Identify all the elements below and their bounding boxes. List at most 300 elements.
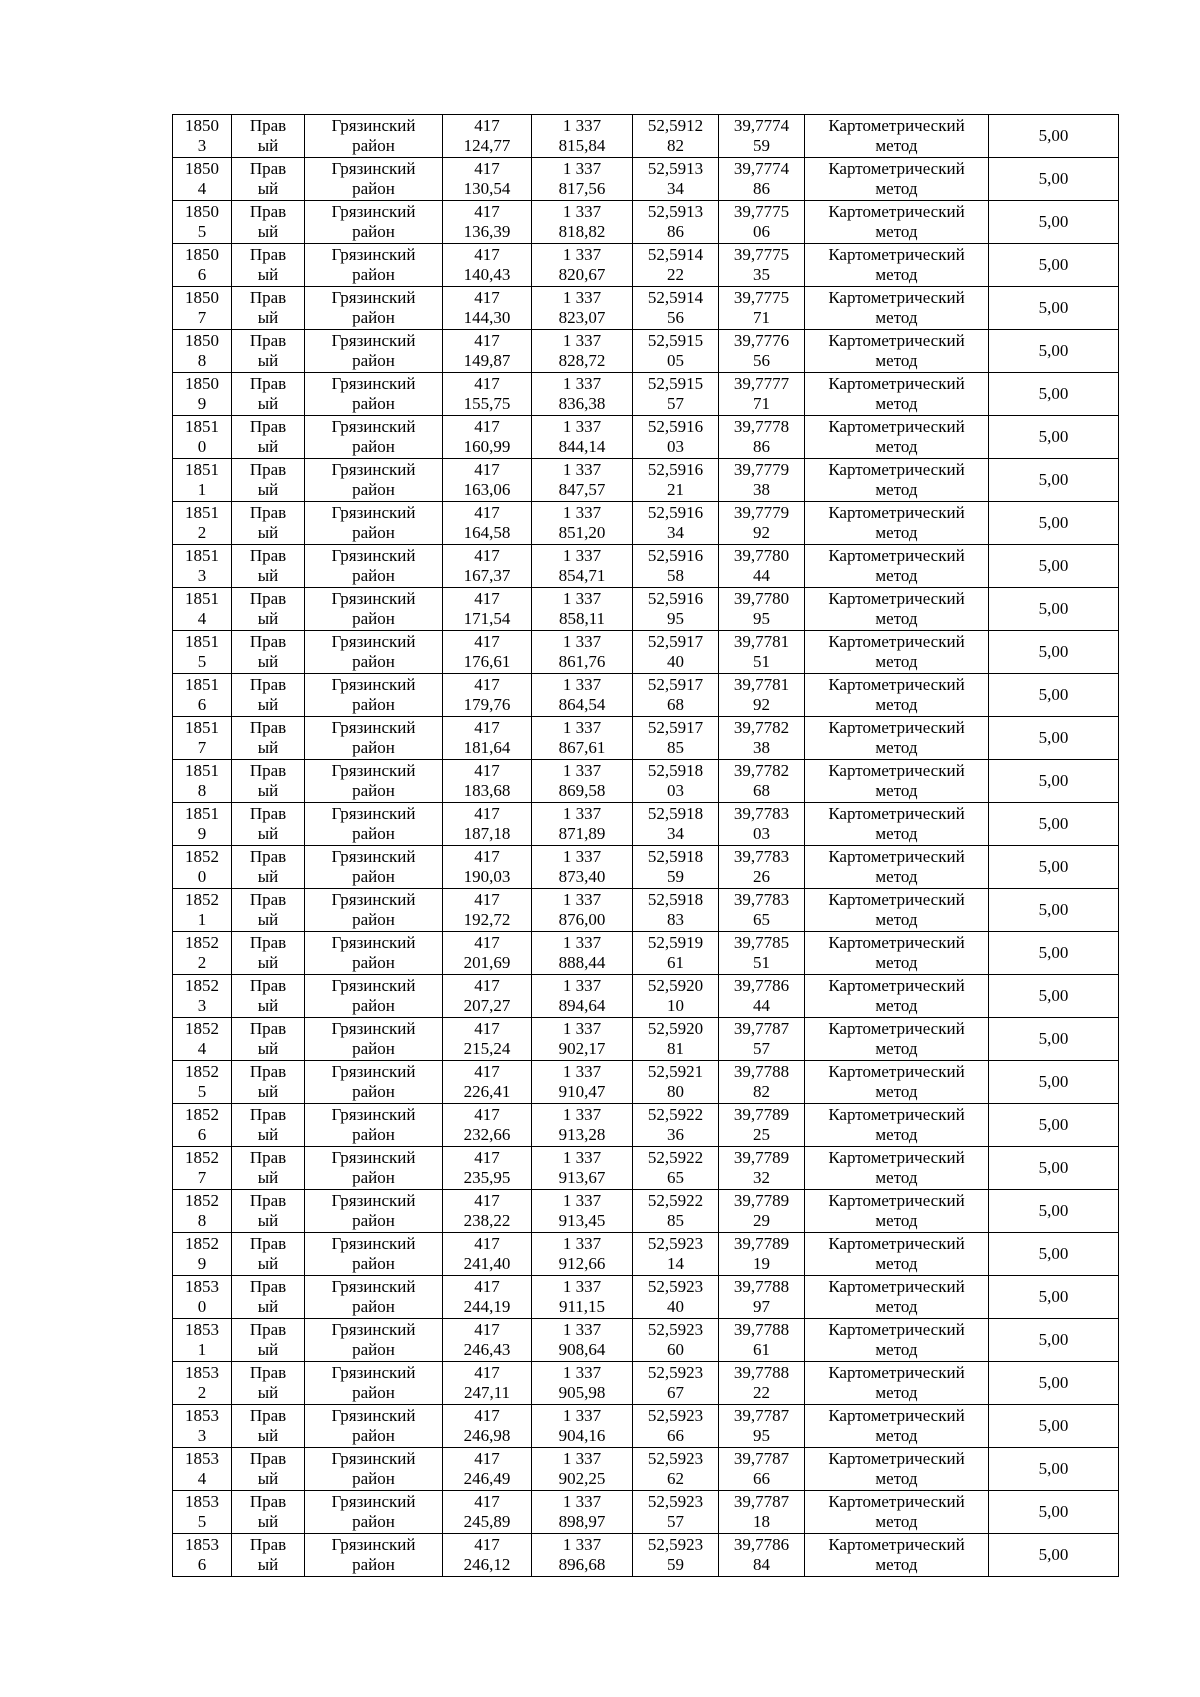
point-number-cell: 1851 5 bbox=[173, 631, 232, 674]
district-cell: Грязинский район bbox=[305, 1147, 443, 1190]
y-coordinate-cell: 1 337 911,15 bbox=[532, 1276, 633, 1319]
latitude-cell: 52,5923 62 bbox=[633, 1448, 719, 1491]
point-number-cell: 1850 5 bbox=[173, 201, 232, 244]
table-row bbox=[173, 416, 1119, 459]
table-row bbox=[173, 1190, 1119, 1233]
y-coordinate-cell: 1 337 851,20 bbox=[532, 502, 633, 545]
method-cell: Картометрический метод bbox=[805, 502, 989, 545]
longitude-cell: 39,7775 35 bbox=[719, 244, 805, 287]
accuracy-cell: 5,00 bbox=[989, 1276, 1119, 1319]
bank-cell: Прав ый bbox=[232, 760, 305, 803]
method-cell: Картометрический метод bbox=[805, 287, 989, 330]
table-row bbox=[173, 115, 1119, 158]
method-cell: Картометрический метод bbox=[805, 803, 989, 846]
point-number-cell: 1851 3 bbox=[173, 545, 232, 588]
latitude-cell: 52,5919 61 bbox=[633, 932, 719, 975]
latitude-cell: 52,5917 85 bbox=[633, 717, 719, 760]
method-cell: Картометрический метод bbox=[805, 244, 989, 287]
y-coordinate-cell: 1 337 913,67 bbox=[532, 1147, 633, 1190]
longitude-cell: 39,7780 95 bbox=[719, 588, 805, 631]
x-coordinate-cell: 417 163,06 bbox=[443, 459, 532, 502]
district-cell: Грязинский район bbox=[305, 1104, 443, 1147]
bank-cell: Прав ый bbox=[232, 158, 305, 201]
y-coordinate-cell: 1 337 815,84 bbox=[532, 115, 633, 158]
method-cell: Картометрический метод bbox=[805, 1448, 989, 1491]
longitude-cell: 39,7789 25 bbox=[719, 1104, 805, 1147]
district-cell: Грязинский район bbox=[305, 330, 443, 373]
district-cell: Грязинский район bbox=[305, 1276, 443, 1319]
method-cell: Картометрический метод bbox=[805, 1405, 989, 1448]
accuracy-cell: 5,00 bbox=[989, 459, 1119, 502]
bank-cell: Прав ый bbox=[232, 416, 305, 459]
accuracy-cell: 5,00 bbox=[989, 803, 1119, 846]
district-cell: Грязинский район bbox=[305, 287, 443, 330]
accuracy-cell: 5,00 bbox=[989, 201, 1119, 244]
x-coordinate-cell: 417 232,66 bbox=[443, 1104, 532, 1147]
table-row bbox=[173, 1448, 1119, 1491]
table-row bbox=[173, 330, 1119, 373]
accuracy-cell: 5,00 bbox=[989, 158, 1119, 201]
x-coordinate-cell: 417 171,54 bbox=[443, 588, 532, 631]
accuracy-cell: 5,00 bbox=[989, 545, 1119, 588]
y-coordinate-cell: 1 337 869,58 bbox=[532, 760, 633, 803]
district-cell: Грязинский район bbox=[305, 1362, 443, 1405]
table-row bbox=[173, 287, 1119, 330]
point-number-cell: 1851 9 bbox=[173, 803, 232, 846]
y-coordinate-cell: 1 337 896,68 bbox=[532, 1534, 633, 1577]
accuracy-cell: 5,00 bbox=[989, 1448, 1119, 1491]
longitude-cell: 39,7775 06 bbox=[719, 201, 805, 244]
point-number-cell: 1853 2 bbox=[173, 1362, 232, 1405]
longitude-cell: 39,7788 97 bbox=[719, 1276, 805, 1319]
x-coordinate-cell: 417 215,24 bbox=[443, 1018, 532, 1061]
latitude-cell: 52,5920 81 bbox=[633, 1018, 719, 1061]
x-coordinate-cell: 417 192,72 bbox=[443, 889, 532, 932]
point-number-cell: 1851 0 bbox=[173, 416, 232, 459]
method-cell: Картометрический метод bbox=[805, 631, 989, 674]
method-cell: Картометрический метод bbox=[805, 1190, 989, 1233]
x-coordinate-cell: 417 149,87 bbox=[443, 330, 532, 373]
bank-cell: Прав ый bbox=[232, 1104, 305, 1147]
x-coordinate-cell: 417 160,99 bbox=[443, 416, 532, 459]
point-number-cell: 1853 5 bbox=[173, 1491, 232, 1534]
method-cell: Картометрический метод bbox=[805, 1018, 989, 1061]
latitude-cell: 52,5923 57 bbox=[633, 1491, 719, 1534]
district-cell: Грязинский район bbox=[305, 889, 443, 932]
longitude-cell: 39,7779 38 bbox=[719, 459, 805, 502]
method-cell: Картометрический метод bbox=[805, 115, 989, 158]
accuracy-cell: 5,00 bbox=[989, 1018, 1119, 1061]
bank-cell: Прав ый bbox=[232, 889, 305, 932]
latitude-cell: 52,5914 22 bbox=[633, 244, 719, 287]
longitude-cell: 39,7789 32 bbox=[719, 1147, 805, 1190]
district-cell: Грязинский район bbox=[305, 803, 443, 846]
point-number-cell: 1853 6 bbox=[173, 1534, 232, 1577]
point-number-cell: 1852 4 bbox=[173, 1018, 232, 1061]
bank-cell: Прав ый bbox=[232, 1491, 305, 1534]
point-number-cell: 1852 5 bbox=[173, 1061, 232, 1104]
y-coordinate-cell: 1 337 902,17 bbox=[532, 1018, 633, 1061]
x-coordinate-cell: 417 245,89 bbox=[443, 1491, 532, 1534]
longitude-cell: 39,7776 56 bbox=[719, 330, 805, 373]
district-cell: Грязинский район bbox=[305, 1018, 443, 1061]
longitude-cell: 39,7787 18 bbox=[719, 1491, 805, 1534]
y-coordinate-cell: 1 337 847,57 bbox=[532, 459, 633, 502]
latitude-cell: 52,5922 36 bbox=[633, 1104, 719, 1147]
x-coordinate-cell: 417 235,95 bbox=[443, 1147, 532, 1190]
longitude-cell: 39,7789 29 bbox=[719, 1190, 805, 1233]
table-row bbox=[173, 631, 1119, 674]
bank-cell: Прав ый bbox=[232, 1276, 305, 1319]
y-coordinate-cell: 1 337 820,67 bbox=[532, 244, 633, 287]
latitude-cell: 52,5923 66 bbox=[633, 1405, 719, 1448]
bank-cell: Прав ый bbox=[232, 287, 305, 330]
table-row bbox=[173, 803, 1119, 846]
y-coordinate-cell: 1 337 888,44 bbox=[532, 932, 633, 975]
bank-cell: Прав ый bbox=[232, 459, 305, 502]
table-row bbox=[173, 1233, 1119, 1276]
accuracy-cell: 5,00 bbox=[989, 1147, 1119, 1190]
longitude-cell: 39,7783 65 bbox=[719, 889, 805, 932]
x-coordinate-cell: 417 167,37 bbox=[443, 545, 532, 588]
y-coordinate-cell: 1 337 908,64 bbox=[532, 1319, 633, 1362]
bank-cell: Прав ый bbox=[232, 115, 305, 158]
accuracy-cell: 5,00 bbox=[989, 287, 1119, 330]
table-row bbox=[173, 1276, 1119, 1319]
accuracy-cell: 5,00 bbox=[989, 588, 1119, 631]
x-coordinate-cell: 417 246,43 bbox=[443, 1319, 532, 1362]
x-coordinate-cell: 417 241,40 bbox=[443, 1233, 532, 1276]
method-cell: Картометрический метод bbox=[805, 1104, 989, 1147]
latitude-cell: 52,5922 85 bbox=[633, 1190, 719, 1233]
method-cell: Картометрический метод bbox=[805, 846, 989, 889]
y-coordinate-cell: 1 337 876,00 bbox=[532, 889, 633, 932]
method-cell: Картометрический метод bbox=[805, 416, 989, 459]
x-coordinate-cell: 417 164,58 bbox=[443, 502, 532, 545]
table-row bbox=[173, 158, 1119, 201]
table-row bbox=[173, 1491, 1119, 1534]
bank-cell: Прав ый bbox=[232, 1190, 305, 1233]
table-row bbox=[173, 1319, 1119, 1362]
table-row bbox=[173, 545, 1119, 588]
point-number-cell: 1851 4 bbox=[173, 588, 232, 631]
longitude-cell: 39,7775 71 bbox=[719, 287, 805, 330]
accuracy-cell: 5,00 bbox=[989, 674, 1119, 717]
bank-cell: Прав ый bbox=[232, 846, 305, 889]
x-coordinate-cell: 417 183,68 bbox=[443, 760, 532, 803]
method-cell: Картометрический метод bbox=[805, 717, 989, 760]
longitude-cell: 39,7787 95 bbox=[719, 1405, 805, 1448]
accuracy-cell: 5,00 bbox=[989, 1319, 1119, 1362]
accuracy-cell: 5,00 bbox=[989, 1534, 1119, 1577]
point-number-cell: 1853 4 bbox=[173, 1448, 232, 1491]
bank-cell: Прав ый bbox=[232, 1448, 305, 1491]
y-coordinate-cell: 1 337 823,07 bbox=[532, 287, 633, 330]
point-number-cell: 1851 2 bbox=[173, 502, 232, 545]
table-row bbox=[173, 717, 1119, 760]
latitude-cell: 52,5912 82 bbox=[633, 115, 719, 158]
accuracy-cell: 5,00 bbox=[989, 502, 1119, 545]
point-number-cell: 1851 1 bbox=[173, 459, 232, 502]
y-coordinate-cell: 1 337 858,11 bbox=[532, 588, 633, 631]
point-number-cell: 1852 8 bbox=[173, 1190, 232, 1233]
method-cell: Картометрический метод bbox=[805, 932, 989, 975]
accuracy-cell: 5,00 bbox=[989, 1233, 1119, 1276]
method-cell: Картометрический метод bbox=[805, 373, 989, 416]
district-cell: Грязинский район bbox=[305, 373, 443, 416]
point-number-cell: 1852 9 bbox=[173, 1233, 232, 1276]
district-cell: Грязинский район bbox=[305, 975, 443, 1018]
method-cell: Картометрический метод bbox=[805, 545, 989, 588]
latitude-cell: 52,5917 68 bbox=[633, 674, 719, 717]
y-coordinate-cell: 1 337 864,54 bbox=[532, 674, 633, 717]
method-cell: Картометрический метод bbox=[805, 1491, 989, 1534]
bank-cell: Прав ый bbox=[232, 1534, 305, 1577]
district-cell: Грязинский район bbox=[305, 674, 443, 717]
accuracy-cell: 5,00 bbox=[989, 932, 1119, 975]
latitude-cell: 52,5915 57 bbox=[633, 373, 719, 416]
bank-cell: Прав ый bbox=[232, 1405, 305, 1448]
table-row bbox=[173, 1534, 1119, 1577]
latitude-cell: 52,5923 59 bbox=[633, 1534, 719, 1577]
x-coordinate-cell: 417 207,27 bbox=[443, 975, 532, 1018]
x-coordinate-cell: 417 187,18 bbox=[443, 803, 532, 846]
longitude-cell: 39,7782 68 bbox=[719, 760, 805, 803]
point-number-cell: 1852 6 bbox=[173, 1104, 232, 1147]
latitude-cell: 52,5923 67 bbox=[633, 1362, 719, 1405]
latitude-cell: 52,5921 80 bbox=[633, 1061, 719, 1104]
point-number-cell: 1853 3 bbox=[173, 1405, 232, 1448]
point-number-cell: 1850 9 bbox=[173, 373, 232, 416]
accuracy-cell: 5,00 bbox=[989, 975, 1119, 1018]
y-coordinate-cell: 1 337 898,97 bbox=[532, 1491, 633, 1534]
longitude-cell: 39,7785 51 bbox=[719, 932, 805, 975]
bank-cell: Прав ый bbox=[232, 330, 305, 373]
table-row bbox=[173, 932, 1119, 975]
accuracy-cell: 5,00 bbox=[989, 1190, 1119, 1233]
latitude-cell: 52,5916 95 bbox=[633, 588, 719, 631]
y-coordinate-cell: 1 337 828,72 bbox=[532, 330, 633, 373]
latitude-cell: 52,5918 34 bbox=[633, 803, 719, 846]
table-row bbox=[173, 674, 1119, 717]
accuracy-cell: 5,00 bbox=[989, 717, 1119, 760]
y-coordinate-cell: 1 337 904,16 bbox=[532, 1405, 633, 1448]
accuracy-cell: 5,00 bbox=[989, 416, 1119, 459]
accuracy-cell: 5,00 bbox=[989, 1104, 1119, 1147]
district-cell: Грязинский район bbox=[305, 1491, 443, 1534]
table-row bbox=[173, 889, 1119, 932]
x-coordinate-cell: 417 130,54 bbox=[443, 158, 532, 201]
latitude-cell: 52,5913 34 bbox=[633, 158, 719, 201]
y-coordinate-cell: 1 337 913,28 bbox=[532, 1104, 633, 1147]
y-coordinate-cell: 1 337 854,71 bbox=[532, 545, 633, 588]
longitude-cell: 39,7783 03 bbox=[719, 803, 805, 846]
x-coordinate-cell: 417 179,76 bbox=[443, 674, 532, 717]
longitude-cell: 39,7778 86 bbox=[719, 416, 805, 459]
accuracy-cell: 5,00 bbox=[989, 889, 1119, 932]
table-row bbox=[173, 1147, 1119, 1190]
bank-cell: Прав ый bbox=[232, 975, 305, 1018]
district-cell: Грязинский район bbox=[305, 631, 443, 674]
district-cell: Грязинский район bbox=[305, 1405, 443, 1448]
table-row bbox=[173, 975, 1119, 1018]
district-cell: Грязинский район bbox=[305, 502, 443, 545]
bank-cell: Прав ый bbox=[232, 201, 305, 244]
point-number-cell: 1850 4 bbox=[173, 158, 232, 201]
longitude-cell: 39,7788 22 bbox=[719, 1362, 805, 1405]
bank-cell: Прав ый bbox=[232, 244, 305, 287]
point-number-cell: 1852 0 bbox=[173, 846, 232, 889]
method-cell: Картометрический метод bbox=[805, 1147, 989, 1190]
y-coordinate-cell: 1 337 910,47 bbox=[532, 1061, 633, 1104]
x-coordinate-cell: 417 246,98 bbox=[443, 1405, 532, 1448]
method-cell: Картометрический метод bbox=[805, 330, 989, 373]
x-coordinate-cell: 417 238,22 bbox=[443, 1190, 532, 1233]
latitude-cell: 52,5913 86 bbox=[633, 201, 719, 244]
x-coordinate-cell: 417 190,03 bbox=[443, 846, 532, 889]
x-coordinate-cell: 417 176,61 bbox=[443, 631, 532, 674]
point-number-cell: 1850 7 bbox=[173, 287, 232, 330]
latitude-cell: 52,5916 34 bbox=[633, 502, 719, 545]
table-row bbox=[173, 1104, 1119, 1147]
table-row bbox=[173, 1362, 1119, 1405]
district-cell: Грязинский район bbox=[305, 545, 443, 588]
table-row bbox=[173, 244, 1119, 287]
longitude-cell: 39,7779 92 bbox=[719, 502, 805, 545]
latitude-cell: 52,5914 56 bbox=[633, 287, 719, 330]
longitude-cell: 39,7781 92 bbox=[719, 674, 805, 717]
bank-cell: Прав ый bbox=[232, 631, 305, 674]
bank-cell: Прав ый bbox=[232, 1362, 305, 1405]
latitude-cell: 52,5920 10 bbox=[633, 975, 719, 1018]
method-cell: Картометрический метод bbox=[805, 674, 989, 717]
longitude-cell: 39,7774 86 bbox=[719, 158, 805, 201]
y-coordinate-cell: 1 337 836,38 bbox=[532, 373, 633, 416]
district-cell: Грязинский район bbox=[305, 1319, 443, 1362]
y-coordinate-cell: 1 337 818,82 bbox=[532, 201, 633, 244]
point-number-cell: 1852 3 bbox=[173, 975, 232, 1018]
method-cell: Картометрический метод bbox=[805, 459, 989, 502]
district-cell: Грязинский район bbox=[305, 416, 443, 459]
point-number-cell: 1850 3 bbox=[173, 115, 232, 158]
x-coordinate-cell: 417 140,43 bbox=[443, 244, 532, 287]
point-number-cell: 1852 7 bbox=[173, 1147, 232, 1190]
x-coordinate-cell: 417 155,75 bbox=[443, 373, 532, 416]
bank-cell: Прав ый bbox=[232, 1061, 305, 1104]
district-cell: Грязинский район bbox=[305, 760, 443, 803]
point-number-cell: 1852 1 bbox=[173, 889, 232, 932]
longitude-cell: 39,7774 59 bbox=[719, 115, 805, 158]
table-row bbox=[173, 846, 1119, 889]
x-coordinate-cell: 417 246,49 bbox=[443, 1448, 532, 1491]
latitude-cell: 52,5923 14 bbox=[633, 1233, 719, 1276]
x-coordinate-cell: 417 136,39 bbox=[443, 201, 532, 244]
accuracy-cell: 5,00 bbox=[989, 244, 1119, 287]
accuracy-cell: 5,00 bbox=[989, 1061, 1119, 1104]
bank-cell: Прав ый bbox=[232, 1319, 305, 1362]
district-cell: Грязинский район bbox=[305, 1448, 443, 1491]
accuracy-cell: 5,00 bbox=[989, 846, 1119, 889]
latitude-cell: 52,5916 58 bbox=[633, 545, 719, 588]
accuracy-cell: 5,00 bbox=[989, 115, 1119, 158]
bank-cell: Прав ый bbox=[232, 717, 305, 760]
y-coordinate-cell: 1 337 871,89 bbox=[532, 803, 633, 846]
point-number-cell: 1853 0 bbox=[173, 1276, 232, 1319]
table-body bbox=[173, 115, 1119, 1577]
district-cell: Грязинский район bbox=[305, 201, 443, 244]
bank-cell: Прав ый bbox=[232, 932, 305, 975]
accuracy-cell: 5,00 bbox=[989, 1362, 1119, 1405]
table-row bbox=[173, 588, 1119, 631]
district-cell: Грязинский район bbox=[305, 717, 443, 760]
x-coordinate-cell: 417 201,69 bbox=[443, 932, 532, 975]
method-cell: Картометрический метод bbox=[805, 1233, 989, 1276]
y-coordinate-cell: 1 337 894,64 bbox=[532, 975, 633, 1018]
district-cell: Грязинский район bbox=[305, 459, 443, 502]
method-cell: Картометрический метод bbox=[805, 1534, 989, 1577]
accuracy-cell: 5,00 bbox=[989, 330, 1119, 373]
y-coordinate-cell: 1 337 873,40 bbox=[532, 846, 633, 889]
district-cell: Грязинский район bbox=[305, 846, 443, 889]
bank-cell: Прав ый bbox=[232, 1147, 305, 1190]
method-cell: Картометрический метод bbox=[805, 158, 989, 201]
latitude-cell: 52,5923 40 bbox=[633, 1276, 719, 1319]
x-coordinate-cell: 417 244,19 bbox=[443, 1276, 532, 1319]
district-cell: Грязинский район bbox=[305, 1061, 443, 1104]
latitude-cell: 52,5918 59 bbox=[633, 846, 719, 889]
y-coordinate-cell: 1 337 867,61 bbox=[532, 717, 633, 760]
accuracy-cell: 5,00 bbox=[989, 1405, 1119, 1448]
x-coordinate-cell: 417 247,11 bbox=[443, 1362, 532, 1405]
bank-cell: Прав ый bbox=[232, 1233, 305, 1276]
y-coordinate-cell: 1 337 844,14 bbox=[532, 416, 633, 459]
table-row bbox=[173, 1061, 1119, 1104]
y-coordinate-cell: 1 337 902,25 bbox=[532, 1448, 633, 1491]
longitude-cell: 39,7789 19 bbox=[719, 1233, 805, 1276]
method-cell: Картометрический метод bbox=[805, 1319, 989, 1362]
accuracy-cell: 5,00 bbox=[989, 760, 1119, 803]
method-cell: Картометрический метод bbox=[805, 760, 989, 803]
latitude-cell: 52,5915 05 bbox=[633, 330, 719, 373]
district-cell: Грязинский район bbox=[305, 115, 443, 158]
district-cell: Грязинский район bbox=[305, 932, 443, 975]
method-cell: Картометрический метод bbox=[805, 1276, 989, 1319]
point-number-cell: 1850 8 bbox=[173, 330, 232, 373]
longitude-cell: 39,7786 84 bbox=[719, 1534, 805, 1577]
district-cell: Грязинский район bbox=[305, 244, 443, 287]
latitude-cell: 52,5918 03 bbox=[633, 760, 719, 803]
x-coordinate-cell: 417 181,64 bbox=[443, 717, 532, 760]
point-number-cell: 1853 1 bbox=[173, 1319, 232, 1362]
method-cell: Картометрический метод bbox=[805, 889, 989, 932]
longitude-cell: 39,7787 66 bbox=[719, 1448, 805, 1491]
x-coordinate-cell: 417 144,30 bbox=[443, 287, 532, 330]
table-row bbox=[173, 459, 1119, 502]
y-coordinate-cell: 1 337 905,98 bbox=[532, 1362, 633, 1405]
bank-cell: Прав ый bbox=[232, 545, 305, 588]
latitude-cell: 52,5916 03 bbox=[633, 416, 719, 459]
point-number-cell: 1852 2 bbox=[173, 932, 232, 975]
table-row bbox=[173, 1405, 1119, 1448]
method-cell: Картометрический метод bbox=[805, 1061, 989, 1104]
district-cell: Грязинский район bbox=[305, 158, 443, 201]
table-row bbox=[173, 502, 1119, 545]
accuracy-cell: 5,00 bbox=[989, 1491, 1119, 1534]
y-coordinate-cell: 1 337 817,56 bbox=[532, 158, 633, 201]
district-cell: Грязинский район bbox=[305, 1233, 443, 1276]
latitude-cell: 52,5922 65 bbox=[633, 1147, 719, 1190]
point-number-cell: 1851 7 bbox=[173, 717, 232, 760]
